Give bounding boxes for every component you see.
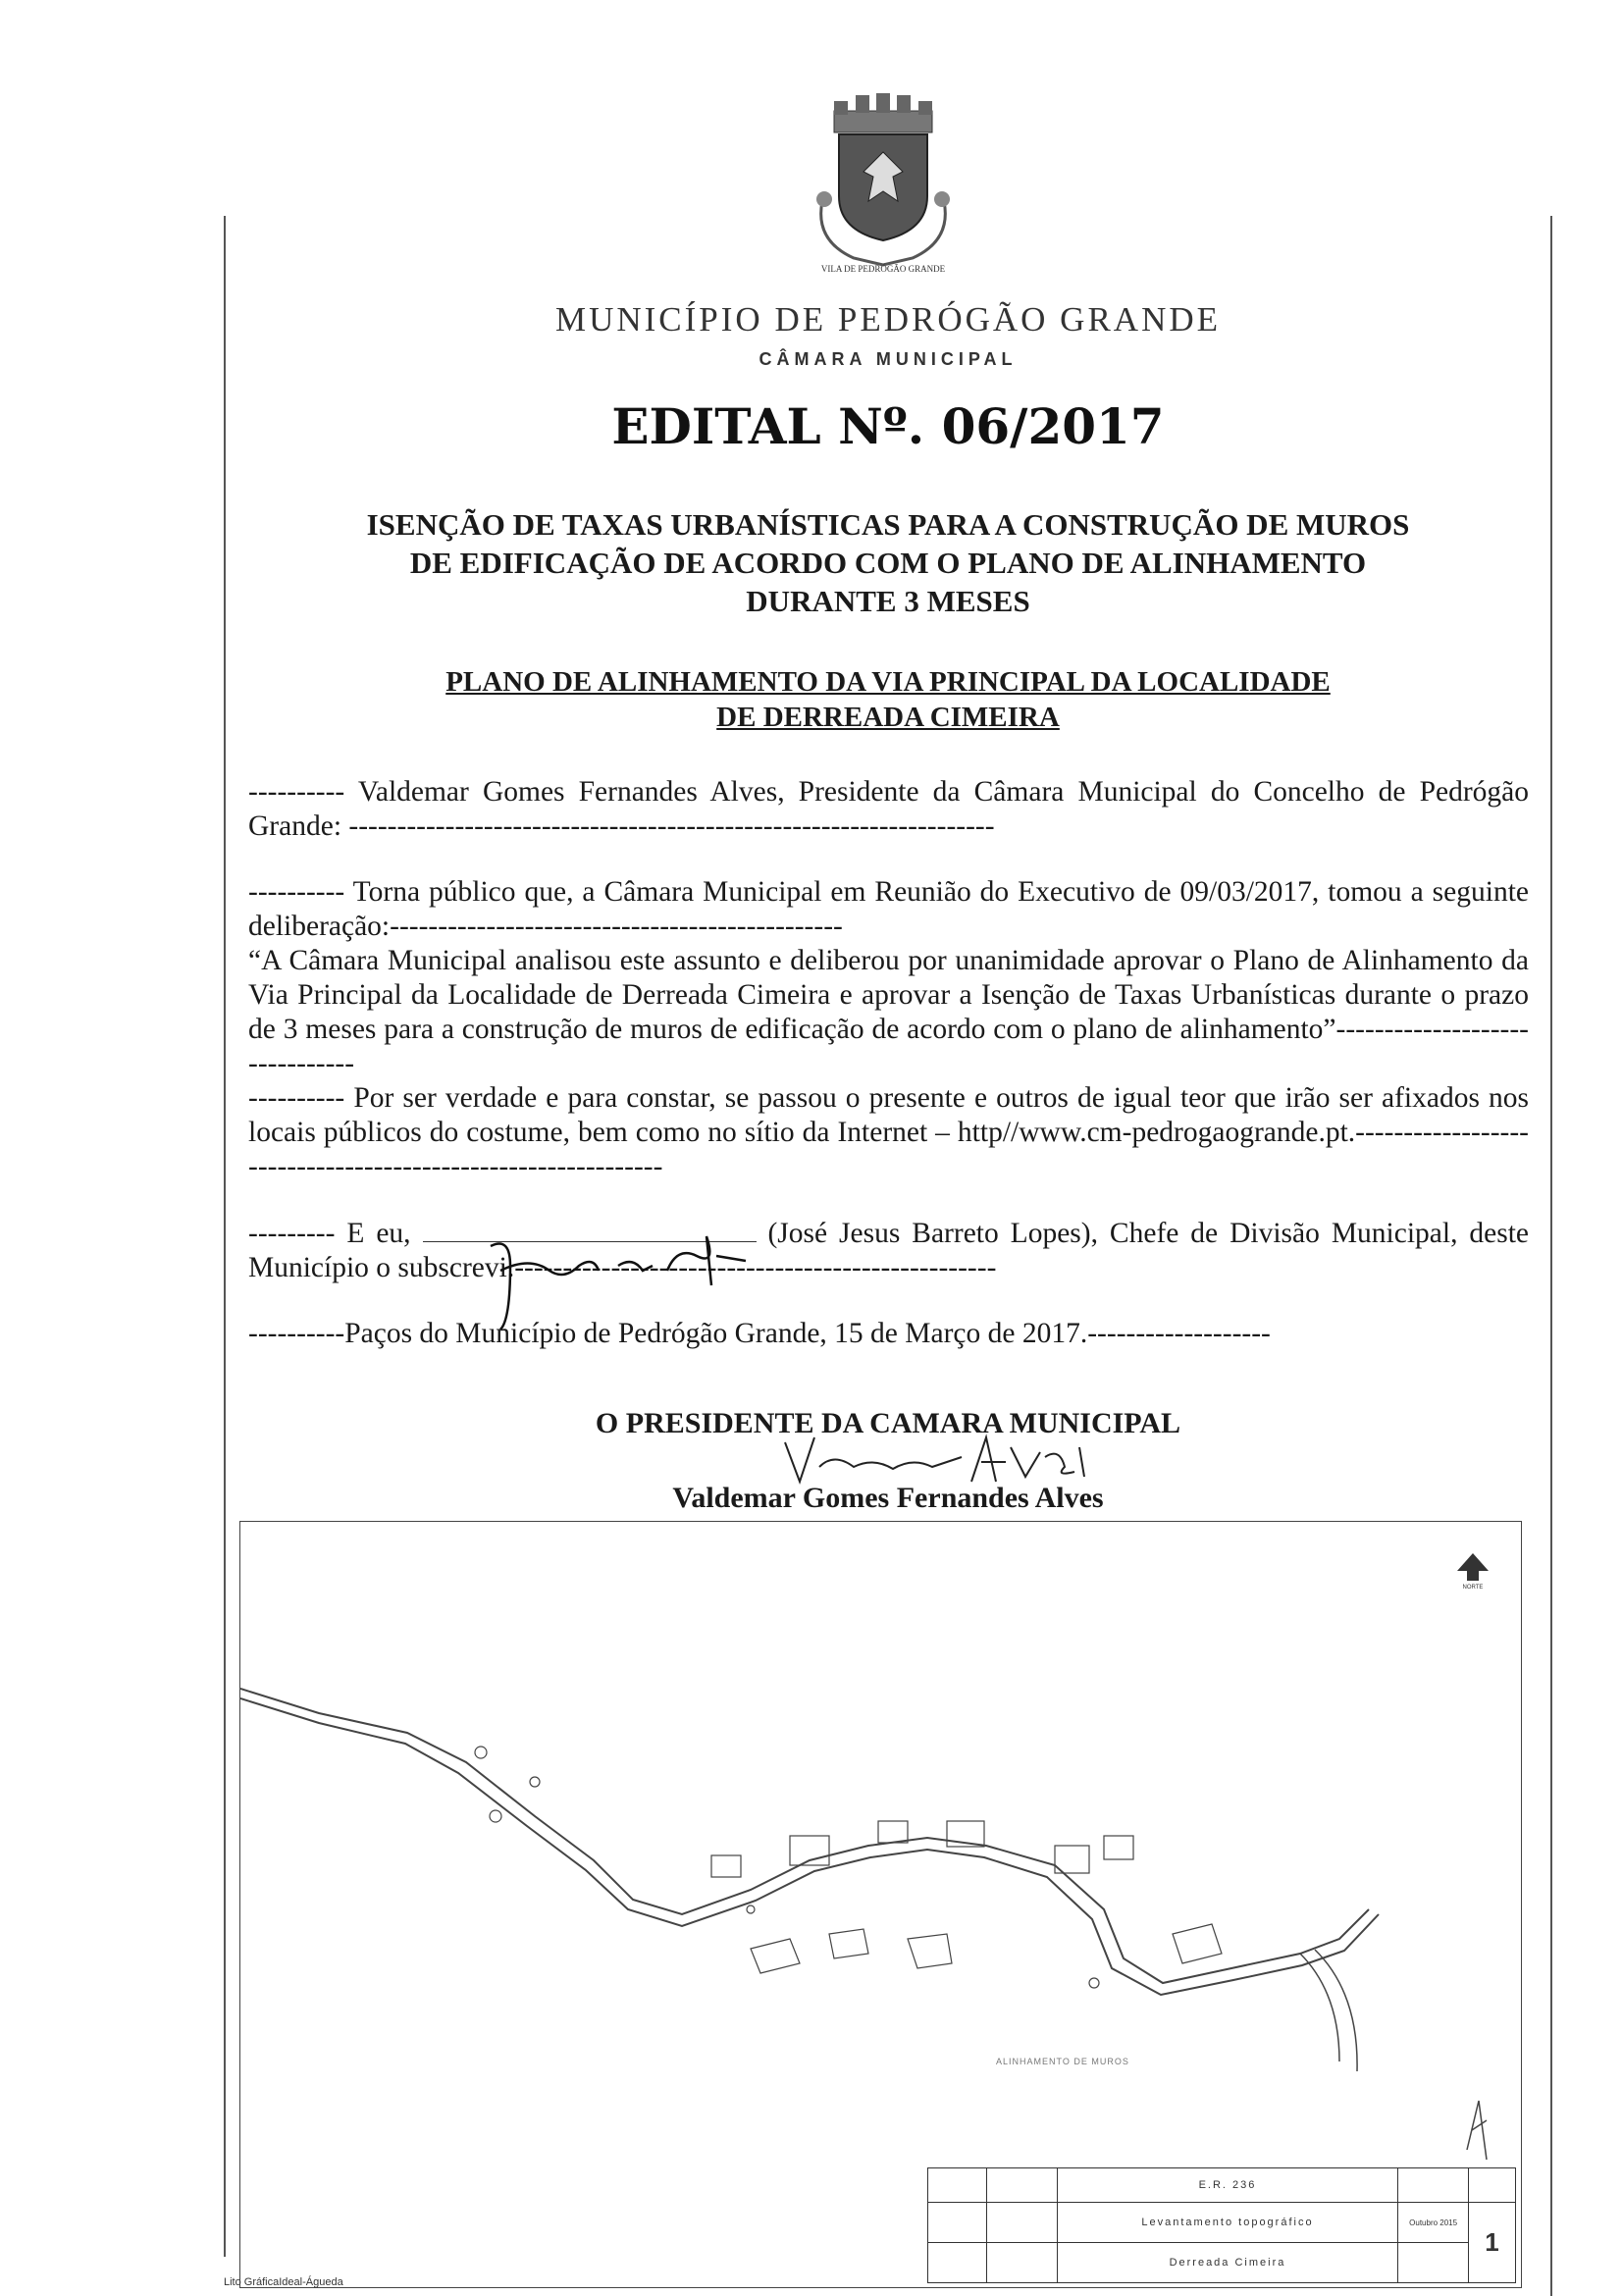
svg-text:VILA DE PEDRÓGÃO GRANDE: VILA DE PEDRÓGÃO GRANDE	[820, 264, 946, 274]
title-block-cell	[986, 2168, 1057, 2203]
printer-credit: Lito GráficaIdeal-Águeda	[224, 2276, 343, 2288]
title-block-place: Derreada Cimeira	[1057, 2243, 1397, 2283]
title-block-cell	[1398, 2168, 1469, 2203]
title-block-cell	[928, 2243, 987, 2283]
subscriber-intro: --------- E eu,	[248, 1218, 411, 1249]
alignment-plan-map	[239, 1521, 1522, 2288]
title-block-road: E.R. 236	[1057, 2168, 1397, 2203]
edital-title: EDITAL Nº. 06/2017	[611, 397, 1165, 455]
handwritten-signature-secretary	[471, 1226, 765, 1334]
title-block-cell	[928, 2168, 987, 2203]
title-block-cell	[986, 2203, 1057, 2243]
subject-line: DE EDIFICAÇÃO DE ACORDO COM O PLANO DE ALINHAMENTO	[409, 546, 1367, 580]
subscriber-text: (José Jesus Barreto Lopes), Chefe de Divisão Municipal, deste Município o subscrevi.--------------------------------------------------	[248, 1218, 1530, 1283]
body-paragraph: “A Câmara Municipal analisou este assunto e deliberou por unanimidade aprovar o Plano de Alinhamento da Via Principal da Localidade de Derreada Cimeira e aprovar a Isenção de Taxas Urbanísticas durante o prazo de 3 meses para a construção de muros de edificação de acordo com o plano de alinhamento”-------------------------------	[248, 945, 1529, 1079]
left-margin-rule	[224, 216, 226, 2257]
chamber-name: CÂMARA MUNICIPAL	[759, 349, 1018, 369]
drawing-title-block	[927, 2167, 1516, 2283]
title-block-sheet-number: 1	[1469, 2203, 1516, 2283]
title-block-cell	[1398, 2243, 1469, 2283]
title-block-date: Outubro 2015	[1398, 2203, 1469, 2243]
body-paragraph	[248, 1216, 1529, 1285]
right-margin-rule	[1550, 216, 1552, 2296]
map-caption: ALINHAMENTO DE MUROS	[996, 2057, 1129, 2066]
body-paragraph: ---------- Torna público que, a Câmara Municipal em Reunião do Executivo de 09/03/2017, tomou a seguinte deliberação:-----------------------------------------------	[248, 876, 1529, 942]
title-block-survey: Levantamento topográfico	[1057, 2203, 1397, 2243]
president-name: Valdemar Gomes Fernandes Alves	[672, 1482, 1104, 1514]
subject-line: ISENÇÃO DE TAXAS URBANÍSTICAS PARA A CONSTRUÇÃO DE MUROS	[366, 507, 1410, 542]
body-paragraph: ----------Paços do Município de Pedrógão Grande, 15 de Março de 2017.-------------------	[248, 1318, 1271, 1349]
municipality-name: MUNICÍPIO DE PEDRÓGÃO GRANDE	[554, 300, 1222, 339]
edital-body	[248, 775, 1529, 1351]
body-paragraph: ---------- Por ser verdade e para constar, se passou o presente e outros de igual teor que irão ser afixados nos locais públicos do costume, bem como no sítio da Internet – http//www.cm-pedrogaogrande.pt.-------------------------------------------------------------	[248, 1082, 1529, 1182]
svg-text:NORTE: NORTE	[1462, 1585, 1484, 1591]
edital-subject	[265, 505, 1511, 620]
signatory-role: O PRESIDENTE DA CAMARA MUNICIPAL	[595, 1407, 1181, 1439]
title-block-cell	[928, 2203, 987, 2243]
subject-line: DURANTE 3 MESES	[746, 584, 1030, 618]
title-block-cell	[1469, 2168, 1516, 2203]
municipal-crest-icon	[795, 93, 971, 280]
title-block-cell	[986, 2243, 1057, 2283]
plan-heading-line: DE DERREADA CIMEIRA	[716, 702, 1060, 733]
plan-heading	[235, 664, 1541, 735]
north-arrow-icon	[1453, 1551, 1492, 1591]
body-paragraph: ---------- Valdemar Gomes Fernandes Alves, Presidente da Câmara Municipal do Concelho de Pedrógão Grande: -------------------------------------------------------------------	[248, 776, 1529, 842]
plan-heading-line: PLANO DE ALINHAMENTO DA VIA PRINCIPAL DA LOCALIDADE	[445, 666, 1331, 698]
